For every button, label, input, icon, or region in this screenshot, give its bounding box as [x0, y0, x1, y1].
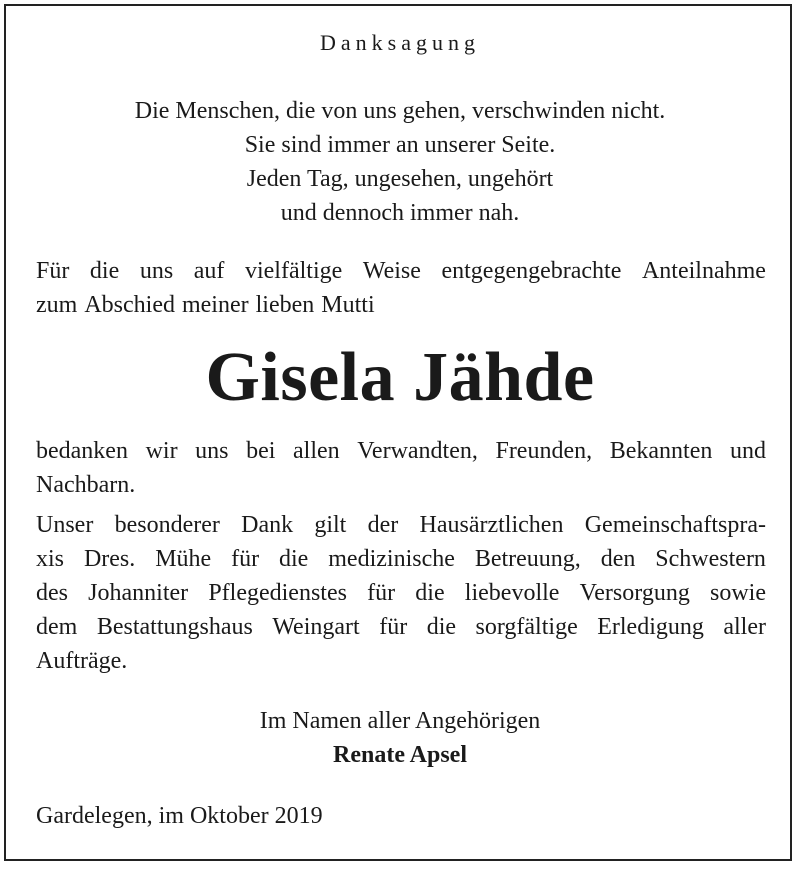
- intro-line: Für die uns auf vielfältige Weise entgegengebrachte Anteilnahme: [36, 258, 766, 284]
- poem: [0, 94, 800, 230]
- signature-line: Im Namen aller Angehörigen: [259, 708, 541, 734]
- place-date: Gardelegen, im Oktober 2019: [36, 803, 323, 829]
- poem-line: Die Menschen, die von uns gehen, verschwinden nicht.: [134, 98, 666, 124]
- special-thanks-line: des Johanniter Pflegedienstes für die liebevolle Versorgung sowie: [36, 580, 766, 606]
- special-thanks-line: xis Dres. Mühe für die medizinische Betreuung, den Schwestern: [36, 546, 766, 572]
- thanks-paragraph: [36, 434, 766, 502]
- poem-line: und dennoch immer nah.: [280, 200, 520, 226]
- signature-block: [0, 704, 800, 772]
- poem-line: Jeden Tag, ungesehen, ungehört: [246, 166, 554, 192]
- special-thanks-line: Unser besonderer Dank gilt der Hausärztlichen Gemeinschaftspra-: [36, 512, 766, 538]
- special-thanks-line: Aufträge.: [36, 648, 128, 674]
- special-thanks-line: dem Bestattungshaus Weingart für die sorgfältige Erledigung aller: [36, 614, 766, 640]
- thanks-line: bedanken wir uns bei allen Verwandten, Freunden, Bekannten und: [36, 438, 766, 464]
- thanks-line: Nachbarn.: [36, 472, 136, 498]
- special-thanks-paragraph: [36, 508, 766, 678]
- signature-name: Renate Apsel: [333, 742, 467, 768]
- deceased-name: Gisela Jähde: [205, 339, 595, 416]
- intro-line: zum Abschied meiner lieben Mutti: [36, 292, 375, 318]
- poem-line: Sie sind immer an unserer Seite.: [244, 132, 556, 158]
- intro-paragraph: [36, 254, 766, 322]
- notice-heading: Danksagung: [320, 30, 480, 55]
